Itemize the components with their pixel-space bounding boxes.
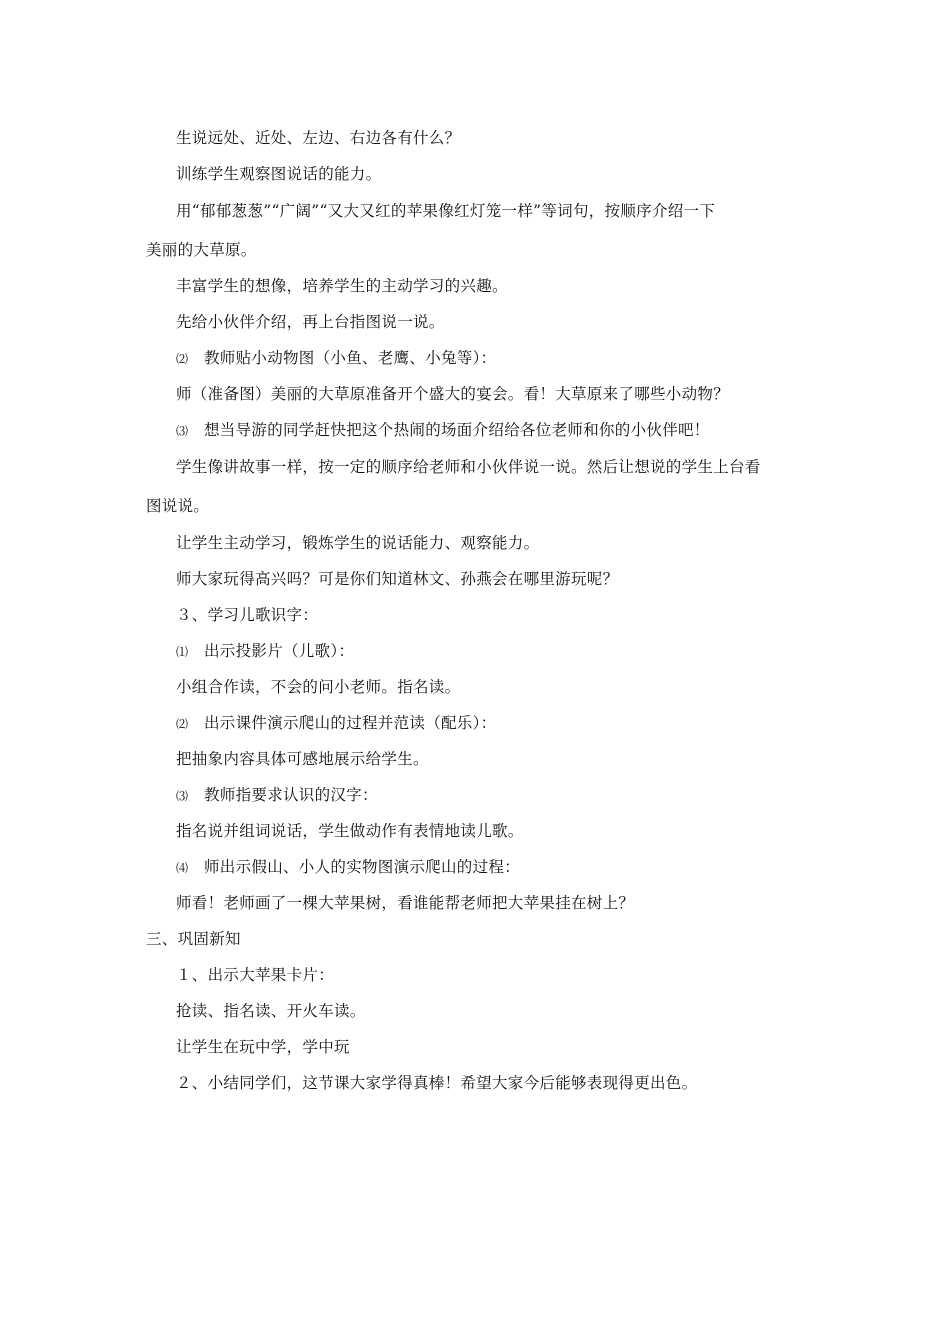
text-line: ⑵ 出示课件演示爬山的过程并范读（配乐）： bbox=[176, 714, 497, 732]
list-marker: ⑶ bbox=[176, 424, 189, 438]
text-line: 指名说并组词说话，学生做动作有表情地读儿歌。 bbox=[176, 822, 524, 840]
text-line: ⑷ 师出示假山、小人的实物图演示爬山的过程： bbox=[176, 858, 521, 876]
text-line: 让学生在玩中学，学中玩 bbox=[176, 1038, 350, 1056]
list-marker: ⑴ bbox=[176, 645, 189, 659]
text-line: 把抽象内容具体可感地展示给学生。 bbox=[176, 750, 429, 768]
list-marker: ⑶ bbox=[176, 789, 189, 803]
text-line: ⑶ 教师指要求认识的汉字： bbox=[176, 786, 378, 804]
text-line: 图说说。 bbox=[146, 497, 210, 515]
text-line: 师大家玩得高兴吗？可是你们知道林文、孙燕会在哪里游玩呢？ bbox=[176, 570, 619, 588]
text-line: 学生像讲故事一样，按一定的顺序给老师和小伙伴说一说。然后让想说的学生上台看 bbox=[176, 458, 761, 476]
text-line: ⑴ 出示投影片（儿歌）： bbox=[176, 642, 355, 660]
text-line: 抢读、指名读、开火车读。 bbox=[176, 1002, 366, 1020]
text-line: 师看！老师画了一棵大苹果树，看谁能帮老师把大苹果挂在树上？ bbox=[176, 894, 635, 912]
text-line: 让学生主动学习，锻炼学生的说话能力、观察能力。 bbox=[176, 534, 540, 552]
text-line: 生说远处、近处、左边、右边各有什么？ bbox=[176, 129, 461, 147]
text-line: 美丽的大草原。 bbox=[146, 241, 257, 259]
text-line: ３、学习儿歌识字： bbox=[176, 606, 319, 624]
section-heading: 三、巩固新知 bbox=[146, 930, 241, 948]
text-line: 用“郁郁葱葱”“广阔”“又大又红的苹果像红灯笼一样”等词句，按顺序介绍一下 bbox=[176, 202, 716, 220]
text-line: ⑵ 教师贴小动物图（小鱼、老鹰、小兔等）： bbox=[176, 349, 497, 367]
list-marker: ⑵ bbox=[176, 717, 189, 731]
text-line: ２、小结同学们，这节课大家学得真棒！希望大家今后能够表现得更出色。 bbox=[176, 1074, 698, 1092]
text-line: 丰富学生的想像，培养学生的主动学习的兴趣。 bbox=[176, 277, 508, 295]
text-line: 小组合作读，不会的问小老师。指名读。 bbox=[176, 678, 461, 696]
list-marker: ⑷ bbox=[176, 861, 189, 875]
text-line: 师（准备图）美丽的大草原准备开个盛大的宴会。看！大草原来了哪些小动物？ bbox=[176, 385, 730, 403]
text-line: ⑶ 想当导游的同学赶快把这个热闹的场面介绍给各位老师和你的小伙伴吧！ bbox=[176, 421, 710, 439]
list-marker: ⑵ bbox=[176, 352, 189, 366]
text-line: 训练学生观察图说话的能力。 bbox=[176, 165, 382, 183]
text-line: １、出示大苹果卡片： bbox=[176, 966, 335, 984]
text-line: 先给小伙伴介绍，再上台指图说一说。 bbox=[176, 313, 445, 331]
